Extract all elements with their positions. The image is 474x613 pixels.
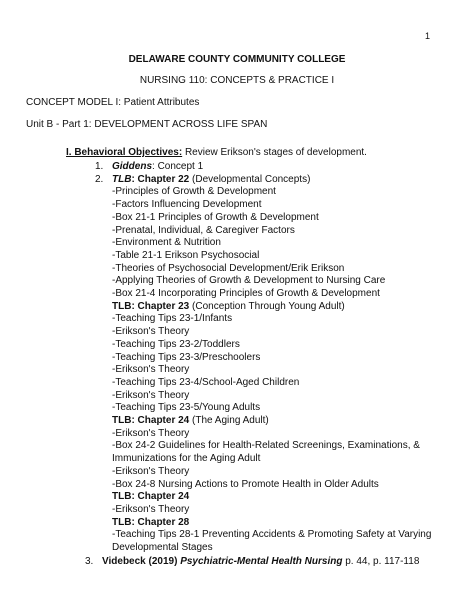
sub-item [112,313,232,325]
sub-item [112,377,299,389]
sub-item [112,263,344,275]
sub-item [112,288,380,300]
chapter-heading [112,415,269,427]
source-name: Videbeck (2019) [102,555,178,567]
sub-item [112,402,260,414]
line-text: -Theories of Psychosocial Development/Erik Erikson [112,262,345,274]
sub-item [112,390,189,402]
list-number: 2. [95,173,104,185]
chapter-label: TLB: Chapter 28 [112,516,190,528]
line-text: (Conception Through Young Adult) [189,300,345,312]
line-text: p. 44, p. 117-118 [342,555,420,567]
objectives-line [66,147,367,159]
source-name: Giddens [112,161,153,172]
line-text: -Box 24-8 Nursing Actions to Promote Health in Older Adults [112,478,379,490]
line-text: Immunizations for the Aging Adult [112,453,261,465]
sub-item [112,352,260,364]
sub-item [112,339,240,351]
line-text: -Teaching Tips 23-1/Infants [112,313,233,325]
sub-item [112,186,276,198]
chapter-label: TLB: Chapter 23 [112,300,190,312]
line-text: Developmental Stages [112,542,213,553]
line-text: -Teaching Tips 23-4/School-Aged Children [112,376,300,388]
list-number: 1. [95,161,104,172]
chapter-heading [112,301,345,313]
book-title: Psychiatric-Mental Health Nursing [177,555,343,567]
chapter-label: TLB: Chapter 24 [112,491,190,503]
list-item [85,556,419,568]
line-text: -Box 21-4 Incorporating Principles of Growth & Development [112,288,380,299]
chapter-heading [112,491,189,503]
chapter-label: TLB: Chapter 24 [112,415,190,426]
line-text: -Table 21-1 Erikson Psychosocial [112,249,260,261]
chapter-heading [112,517,189,529]
sub-item [112,466,189,478]
objectives-text: Review Erikson's stages of development. [182,147,367,158]
sub-item [112,504,189,516]
line-text: -Erikson's Theory [112,427,190,439]
sub-item [112,440,420,452]
line-text: -Erikson's Theory [112,364,190,376]
list-item [95,161,203,173]
line-text: -Teaching Tips 23-2/Toddlers [112,338,240,350]
chapter-label: : Chapter 22 [131,173,190,185]
sub-item [112,453,260,465]
course-title: NURSING 110: CONCEPTS & PRACTICE I [139,75,335,86]
line-text: (Developmental Concepts) [189,173,311,185]
unit-line: Unit B - Part 1: DEVELOPMENT ACROSS LIFE SPAN [26,119,268,130]
line-text: -Principles of Growth & Development [112,186,276,198]
source-name: TLB [112,173,132,185]
line-text: -Erikson's Theory [112,326,190,338]
line-text: -Box 24-2 Guidelines for Health-Related Screenings, Examinations, & [112,440,420,452]
line-text: -Teaching Tips 23-3/Preschoolers [112,351,261,363]
line-text: (The Aging Adult) [189,415,269,426]
sub-item [112,212,319,224]
list-number: 3. [85,555,94,567]
line-text: -Environment & Nutrition [112,237,221,249]
sub-item [112,250,259,262]
line-text: -Teaching Tips 23-5/Young Adults [112,402,261,414]
sub-item [112,326,189,338]
page-number: 1 [424,31,430,41]
line-text: -Applying Theories of Growth & Development to Nursing Care [112,275,386,287]
sub-item [112,542,213,554]
objectives-heading: I. Behavioral Objectives: [66,147,183,158]
sub-item [112,225,295,237]
line-text: -Erikson's Theory [112,389,190,401]
line-text: -Teaching Tips 28-1 Preventing Accidents & Promoting Safety at Varying [112,529,432,541]
concept-model-line: CONCEPT MODEL I: Patient Attributes [26,97,200,108]
sub-item [112,237,221,249]
sub-item [112,529,431,541]
line-text: -Factors Influencing Development [112,199,262,211]
line-text: -Erikson's Theory [112,503,190,515]
line-text: -Prenatal, Individual, & Caregiver Factors [112,224,295,236]
line-text: -Box 21-1 Principles of Growth & Development [112,211,319,223]
sub-item [112,275,385,287]
line-text: -Erikson's Theory [112,465,190,477]
list-item [95,174,310,186]
sub-item [112,199,262,211]
sub-item [112,364,189,376]
line-text: : Concept 1 [152,161,204,172]
college-title: DELAWARE COUNTY COMMUNITY COLLEGE [128,54,346,65]
sub-item [112,479,379,491]
sub-item [112,428,189,440]
